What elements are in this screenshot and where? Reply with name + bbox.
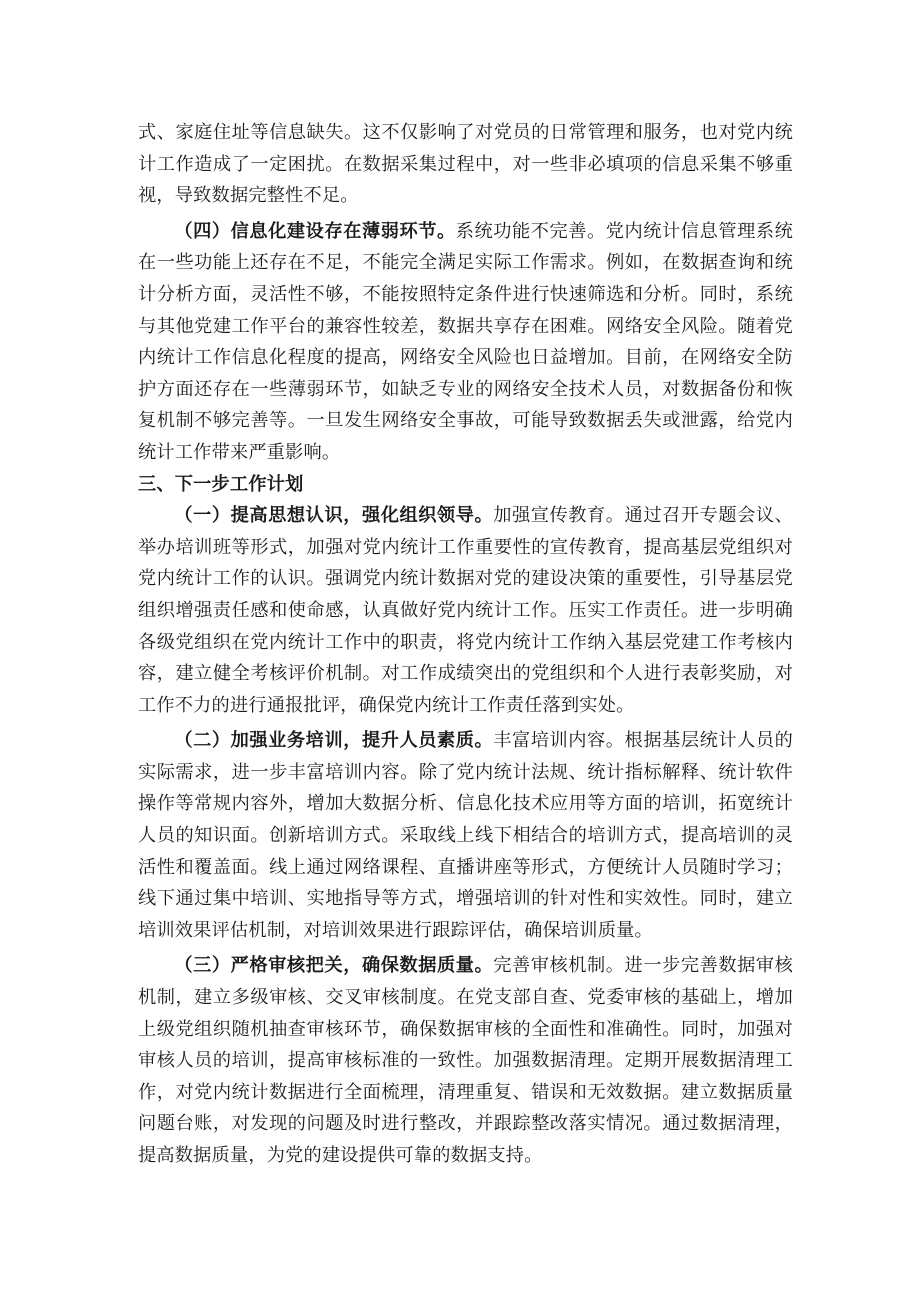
- plan1-paragraph: [138, 500, 793, 721]
- section3-heading: 三、下一步工作计划: [138, 473, 304, 495]
- plan3-paragraph: [138, 950, 793, 1171]
- plan1-body: 加强宣传教育。通过召开专题会议、举办培训班等形式，加强对党内统计工作重要性的宣传教育，提高基层党组织对党内统计工作的认识。强调党内统计数据对党的建设决策的重要性，引导基层党组织增强责任感和使命感，认真做好党内统计工作。压实工作责任。进一步明确各级党组织在党内统计工作中的职责，将党内统计工作纳入基层党建工作考核内容，建立健全考核评价机制。对工作成绩突出的党组织和个人进行表彰奖励，对工作不力的进行通报批评，确保党内统计工作责任落到实处。: [138, 505, 794, 716]
- item4-body: 系统功能不完善。党内统计信息管理系统在一些功能上还存在不足，不能完全满足实际工作需求。例如，在数据查询和统计分析方面，灵活性不够，不能按照特定条件进行快速筛选和分析。同时，系统与其他党建工作平台的兼容性较差，数据共享存在困难。网络安全风险。随着党内统计工作信息化程度的提高，网络安全风险也日益增加。目前，在网络安全防护方面还存在一些薄弱环节，如缺乏专业的网络安全技术人员，对数据备份和恢复机制不够完善等。一旦发生网络安全事故，可能导致数据丢失或泄露，给党内统计工作带来严重影响。: [138, 220, 793, 463]
- item4-paragraph: [138, 216, 793, 469]
- document-body: [138, 117, 793, 1172]
- continuation-paragraph: 式、家庭住址等信息缺失。这不仅影响了对党员的日常管理和服务，也对党内统计工作造成了一定困扰。在数据采集过程中，对一些非必填项的信息采集不够重视，导致数据完整性不足。: [138, 122, 793, 207]
- plan1-heading: （一）提高思想认识，强化组织领导。: [174, 505, 494, 527]
- item4-heading: （四）信息化建设存在薄弱环节。: [174, 220, 456, 242]
- plan2-body: 丰富培训内容。根据基层统计人员的实际需求，进一步丰富培训内容。除了党内统计法规、统计指标解释、统计软件操作等常规内容外，增加大数据分析、信息化技术应用等方面的培训，拓宽统计人员的知识面。创新培训方式。采取线上线下相结合的培训方式，提高培训的灵活性和覆盖面。线上通过网络课程、直播讲座等形式，方便统计人员随时学习；线下通过集中培训、实地指导等方式，增强培训的针对性和实效性。同时，建立培训效果评估机制，对培训效果进行跟踪评估，确保培训质量。: [138, 730, 794, 941]
- plan2-heading: （二）加强业务培训，提升人员素质。: [174, 730, 494, 752]
- plan2-paragraph: [138, 725, 793, 946]
- plan3-body: 完善审核机制。进一步完善数据审核机制，建立多级审核、交叉审核制度。在党支部自查、党委审核的基础上，增加上级党组织随机抽查审核环节，确保数据审核的全面性和准确性。同时，加强对审核人员的培训，提高审核标准的一致性。加强数据清理。定期开展数据清理工作，对党内统计数据进行全面梳理，清理重复、错误和无效数据。建立数据质量问题台账，对发现的问题及时进行整改，并跟踪整改落实情况。通过数据清理，提高数据质量，为党的建设提供可靠的数据支持。: [138, 955, 794, 1166]
- plan3-heading: （三）严格审核把关，确保数据质量。: [174, 955, 494, 977]
